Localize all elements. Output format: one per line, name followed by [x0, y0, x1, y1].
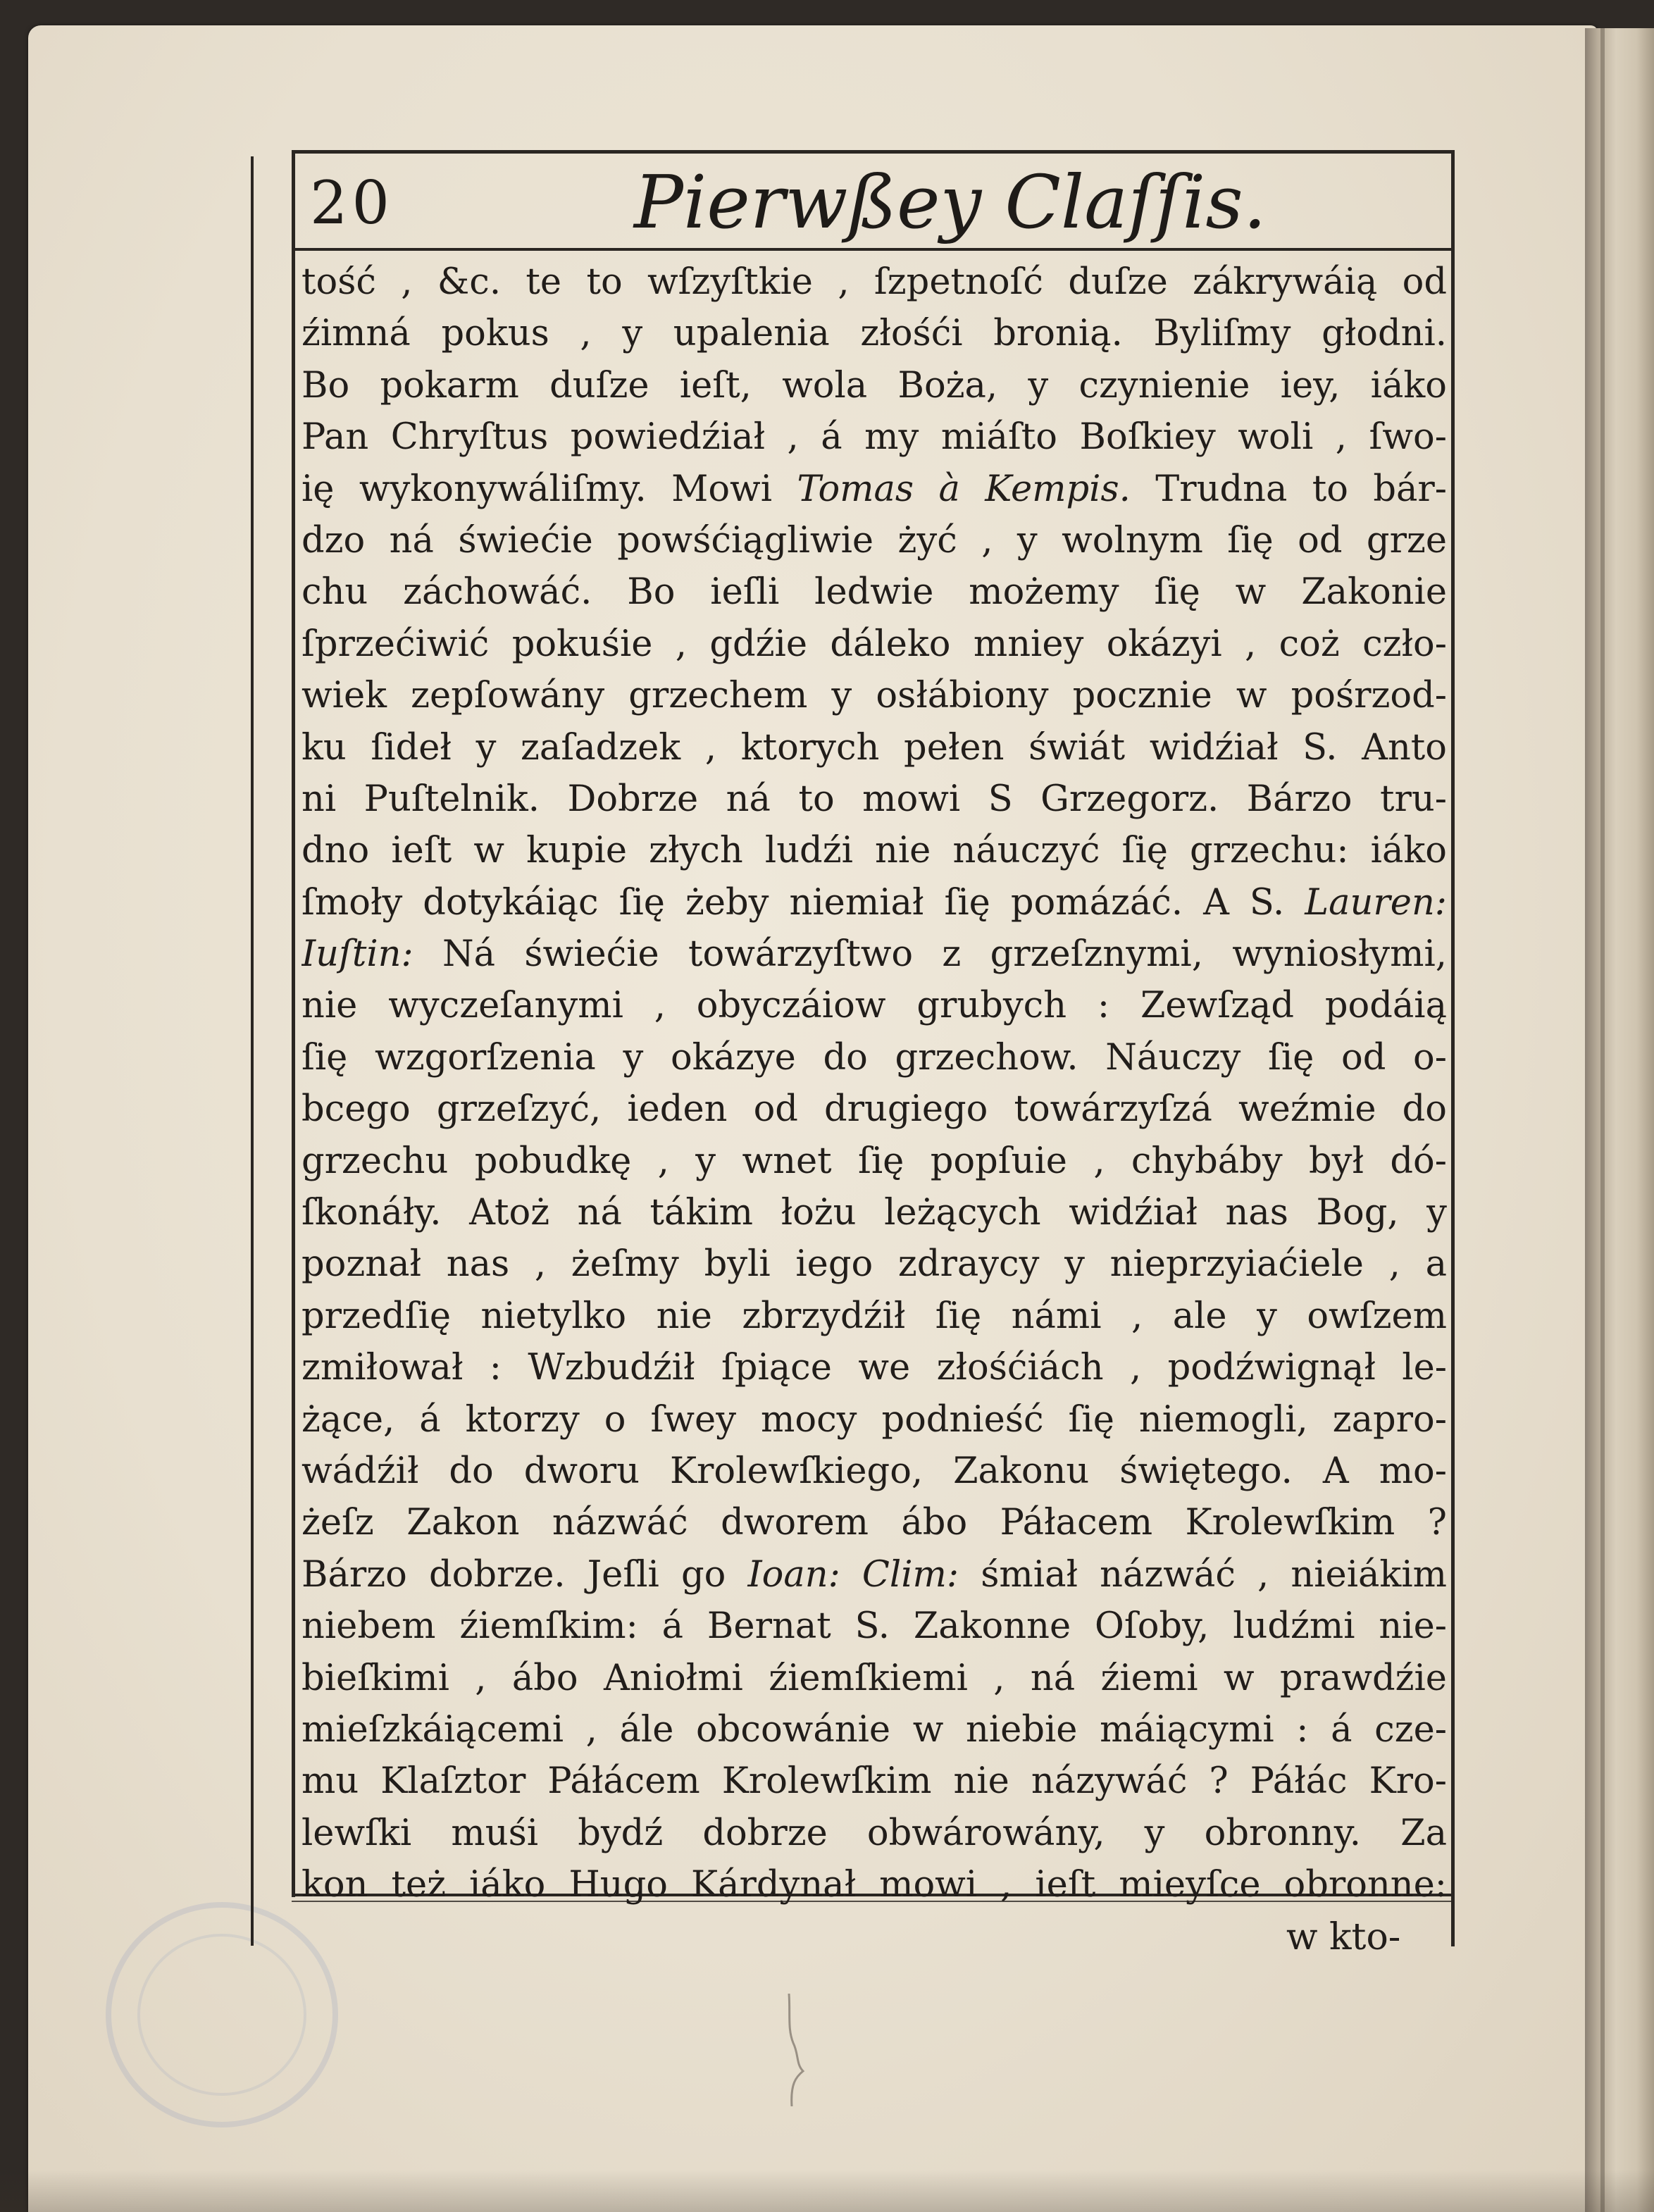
text-line — [301, 464, 1447, 515]
outer-frame-rule — [251, 156, 254, 1946]
frame-top-rule — [292, 150, 1454, 154]
text-segment: źimná pokus , y upalenia złośći bronią. Byliſmy głodni. — [301, 313, 1447, 355]
book-gutter — [1585, 28, 1654, 2212]
text-line — [301, 980, 1447, 1031]
text-segment: bcego grzeſzyć, ieden od drugiego towárzyſzá weźmie do — [301, 1088, 1447, 1131]
text-segment: ſmoły dotykáiąc ſię żeby niemiał ſię pomázáć. A S. — [301, 881, 1305, 924]
text-line — [301, 566, 1447, 618]
text-segment: Trudna to bár- — [1130, 468, 1447, 510]
frame-left-rule — [292, 150, 295, 1897]
text-segment: żeſz Zakon názwáć dworem ábo Páłacem Krolewſkim ? — [301, 1502, 1447, 1544]
gutter-edge — [1600, 28, 1605, 2212]
library-stamp-inner-ring — [137, 1934, 306, 2096]
text-segment: wiek zepſowány grzechem y osłábiony pocznie w pośrzod- — [301, 675, 1447, 717]
text-segment: Bo pokarm duſze ieſt, wola Boża, y czynienie iey, iáko — [301, 364, 1447, 406]
text-line — [301, 1808, 1447, 1859]
header-rule — [292, 248, 1454, 251]
text-segment: mieſzkáiącemi , ále obcowánie w niebie máiącymi : á cze- — [301, 1708, 1447, 1751]
bottom-shadow — [0, 2170, 1654, 2212]
italic-citation: Lauren: — [1305, 881, 1447, 924]
text-line — [301, 1756, 1447, 1807]
text-segment: Ná świećie towárzyſtwo z grzeſznymi, wyniosłymi, — [413, 933, 1447, 976]
catchword: w kto- — [1286, 1916, 1401, 1958]
frame-right-rule — [1451, 150, 1455, 1946]
text-segment: ni Puſtelnik. Dobrze ná to mowi S Grzegorz. Bárzo tru- — [301, 778, 1447, 820]
text-line — [301, 1704, 1447, 1756]
text-segment: żące, á ktorzy o ſwey mocy podnieść ſię niemogli, zapro- — [301, 1398, 1447, 1441]
text-line — [301, 773, 1447, 825]
text-segment: niebem źiemſkim: á Bernat S. Zakonne Oſoby, ludźmi nie- — [301, 1605, 1447, 1648]
text-segment: dzo ná świećie powśćiągliwie żyć , y wolnym ſię od grze — [301, 519, 1447, 561]
text-line — [301, 619, 1447, 670]
text-line — [301, 360, 1447, 411]
text-line — [301, 1653, 1447, 1704]
text-segment: Bárzo dobrze. Jeſli go — [301, 1553, 748, 1596]
text-line — [301, 256, 1447, 308]
text-line — [301, 1291, 1447, 1342]
text-segment: nie wyczeſanymi , obyczáiow grubych : Zewſząd podáią — [301, 985, 1447, 1027]
page-number: 20 — [310, 168, 394, 237]
text-line — [301, 722, 1447, 773]
text-segment: grzechu pobudkę , y wnet ſię popſuie , chybáby był dó- — [301, 1140, 1447, 1182]
body-text — [301, 256, 1447, 1911]
text-line — [301, 308, 1447, 359]
text-line — [301, 1032, 1447, 1083]
text-segment: chu záchowáć. Bo ieſli ledwie możemy ſię w Zakonie — [301, 571, 1447, 614]
ink-mark-icon — [775, 1994, 817, 2106]
text-line — [301, 411, 1447, 463]
text-segment: ſprzećiwić pokuśie , gdźie dáleko mniey okázyi , coż czło- — [301, 623, 1447, 665]
text-segment: wádźił do dworu Krolewſkiego, Zakonu świętego. A mo- — [301, 1450, 1447, 1492]
italic-citation: Tomas à Kempis. — [797, 468, 1131, 510]
italic-citation: Ioan: Clim: — [747, 1553, 959, 1596]
text-segment: ſkonáły. Atoż ná tákim łożu leżących widźiał nas Bog, y — [301, 1192, 1447, 1234]
text-line — [301, 1238, 1447, 1290]
text-line — [301, 515, 1447, 566]
text-line — [301, 1187, 1447, 1238]
text-segment: ię wykonywáliſmy. Mowi — [301, 468, 797, 510]
text-line — [301, 877, 1447, 928]
text-segment: przedſię nietylko nie zbrzydźił ſię námi , ale y owſzem — [301, 1295, 1447, 1337]
text-segment: bieſkimi , ábo Aniołmi źiemſkiemi , ná źiemi w prawdźie — [301, 1657, 1447, 1699]
text-line — [301, 1601, 1447, 1652]
text-segment: mu Klaſztor Páłácem Krolewſkim nie názywáć ? Páłác Kro- — [301, 1760, 1447, 1803]
text-line — [301, 1497, 1447, 1548]
text-segment: ku ſideł y zaſadzek , ktorych pełen świát widźiał S. Anto — [301, 726, 1447, 769]
text-line — [301, 670, 1447, 721]
text-segment: lewſki muśi bydź dobrze obwárowány, y obronny. Za — [301, 1812, 1447, 1854]
text-segment: Pan Chryſtus powiedźiał , á my miáſto Boſkiey woli , ſwo- — [301, 416, 1447, 459]
text-line — [301, 1394, 1447, 1446]
text-segment: zmiłował : Wzbudźił ſpiące we złośćiách , podźwignął le- — [301, 1347, 1447, 1389]
text-segment: poznał nas , żeſmy byli iego zdraycy y nieprzyiaćiele , a — [301, 1243, 1447, 1286]
text-segment: kon też iáko Hugo Kárdynał mowi , ieſt mieyſce obronne: — [301, 1864, 1447, 1906]
text-line — [301, 825, 1447, 876]
text-line — [301, 1859, 1447, 1910]
text-line — [301, 1136, 1447, 1187]
text-segment: dno ieſt w kupie złych ludźi nie náuczyć ſię grzechu: iáko — [301, 830, 1447, 872]
text-line — [301, 1446, 1447, 1497]
text-line — [301, 1083, 1447, 1135]
italic-citation: Iuſtin: — [301, 933, 414, 976]
running-head: Pierwßey Claſſis. — [634, 159, 1267, 245]
text-segment: ſię wzgorſzenia y okázye do grzechow. Náuczy ſię od o- — [301, 1036, 1447, 1079]
text-line — [301, 928, 1447, 980]
text-line — [301, 1549, 1447, 1601]
text-line — [301, 1342, 1447, 1393]
text-segment: śmiał názwáć , nieiákim — [959, 1553, 1447, 1596]
text-segment: tość , &c. te to wſzyſtkie , ſzpetnoſć duſze zákrywáią od — [301, 261, 1447, 303]
